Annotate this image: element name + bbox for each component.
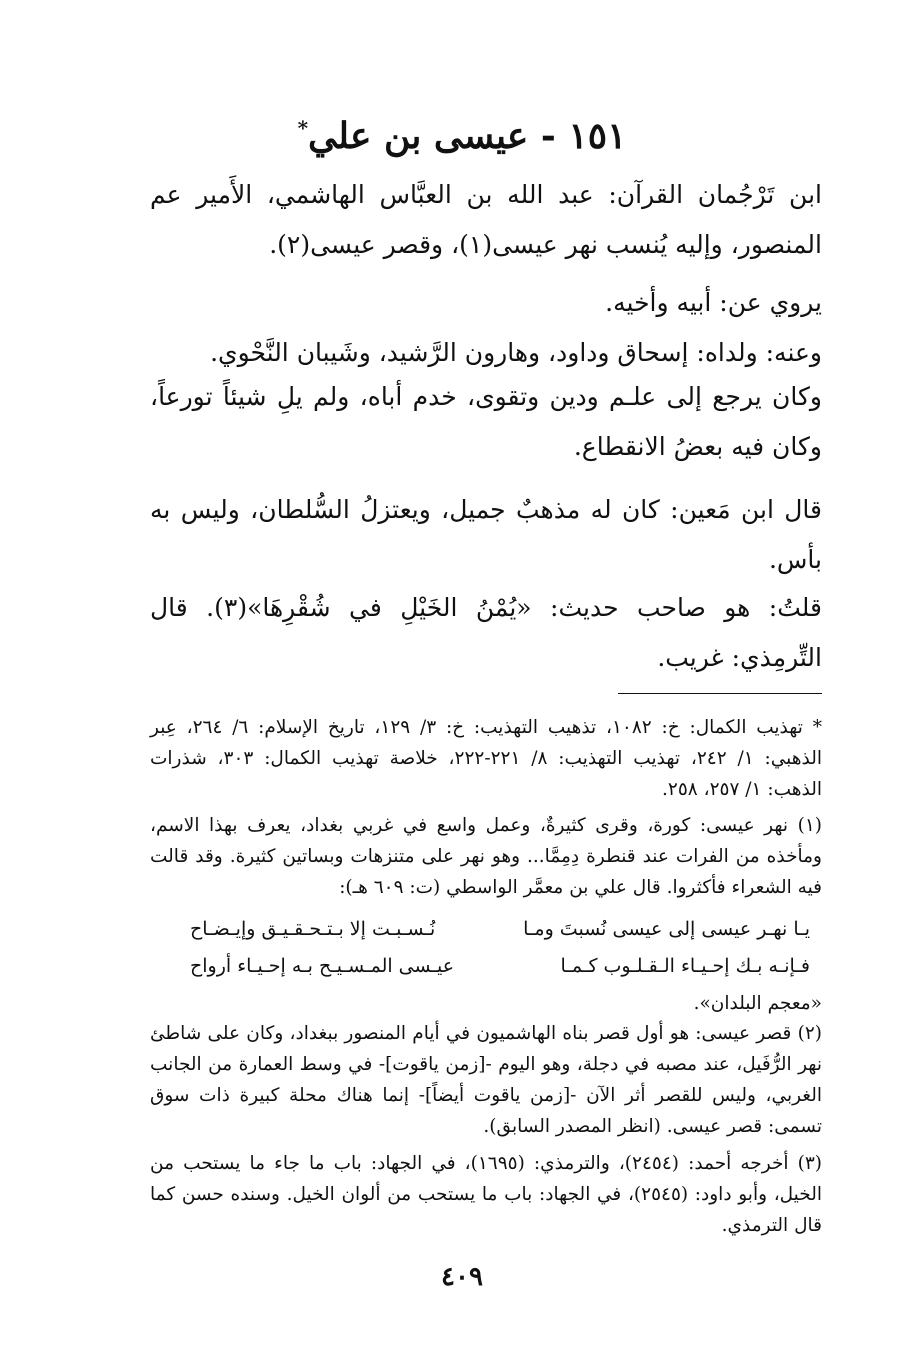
footnote-3: (٣) أخرجه أحمد: (٢٤٥٤)، والترمذي: (١٦٩٥)، في الجهاد: باب ما جاء ما يستحب من الخيل، وأبو داود: (٢٥٤٥)، في الجهاد: باب ما يستحب من ألوان الخيل. وسنده حسن كما قال الترمذي. bbox=[150, 1153, 822, 1236]
footnote-1: (١) نهر عيسى: كورة، وقرى كثيرةٌ، وعمل واسع في غربي بغداد، يعرف بهذا الاسم، ومأخذه من الفرات عند قنطرة دِمِمَّا... وهو نهر على متنزهات وبساتين كثيرة. وقد قالت فيه الشعراء فأكثروا. قال علي بن معمَّر الواسطي (ت: ٦٠٩ هـ): bbox=[150, 815, 822, 898]
character-description: وكان يرجع إلى علـم ودين وتقوى، خدم أباه، ولم يلِ شيئاً تورعاً، وكان فيه بعضُ الانقطاع. bbox=[150, 382, 822, 461]
poem-line-2-left: عيـسى المـسـيـح بـه إحـيـاء أرواح bbox=[190, 955, 455, 977]
poem-line-1-right: يـا نهـر عيسى إلى عيسى نُسبتَ ومـا bbox=[523, 918, 810, 940]
entry-title-text: ١٥١ - عيسى بن علي bbox=[308, 115, 627, 157]
footnote-separator bbox=[618, 693, 822, 694]
poem-line-1-left: نُـسـبـت إلا بـتـحـقـيـق وإيـضـاح bbox=[190, 918, 436, 940]
ibn-main-quote: قال ابن مَعين: كان له مذهبٌ جميل، ويعتزلُ السُّلطان، وليس به بأس. bbox=[150, 495, 822, 574]
footnote-marker: * bbox=[297, 116, 309, 140]
poem-line-1 bbox=[190, 913, 810, 945]
poem-line-2-right: فـإنـه بـك إحـيـاء الـقـلـوب كـمـا bbox=[560, 955, 810, 977]
page-number: ٤٠٩ bbox=[441, 1262, 483, 1292]
biography-intro: ابن تَرْجُمان القرآن: عبد الله بن العبَّاس الهاشمي، الأَمير عم المنصور، وإليه يُنسب نهر عيسى(١)، وقصر عيسى(٢). bbox=[150, 180, 822, 259]
narrators-from-him: وعنه: ولداه: إسحاق وداود، وهارون الرَّشيد، وشَيبان النَّحْوي. bbox=[210, 338, 822, 367]
entry-title bbox=[0, 100, 924, 164]
narrates-from: يروي عن: أبيه وأخيه. bbox=[605, 288, 822, 317]
poem-line-2 bbox=[190, 950, 810, 982]
footnote-sources: * تهذيب الكمال: خ: ١٠٨٢، تذهيب التهذيب: خ: ٣/ ١٢٩، تاريخ الإسلام: ٦/ ٢٦٤، عِبر الذهبي: ١/ ٢٤٢، تهذيب التهذيب: ٨/ ٢٢١-٢٢٢، خلاصة تهذيب الكمال: ٣٠٣، شذرات الذهب: ١/ ٢٥٧، ٢٥٨. bbox=[150, 717, 823, 800]
footnote-2: (٢) قصر عيسى: هو أول قصر بناه الهاشميون في أيام المنصور ببغداد، وكان على شاطئ نهر الرُّفَيل، عند مصبه في دجلة، وهو اليوم -[زمن ياقوت]- في وسط العمارة من الجانب الغربي، وليس للقصر أثر الآن -[زمن ياقوت أيضاً]- إنما هناك محلة كبيرة ذات سوق تسمى: قصر عيسى. (انظر المصدر السابق). bbox=[150, 1023, 822, 1137]
author-comment: قلتُ: هو صاحب حديث: «يُمْنُ الخَيْلِ في شُقْرِهَا»(٣). قال التِّرمِذي: غريب. bbox=[150, 593, 822, 672]
footnote-1-source: «معجم البلدان». bbox=[693, 993, 822, 1014]
